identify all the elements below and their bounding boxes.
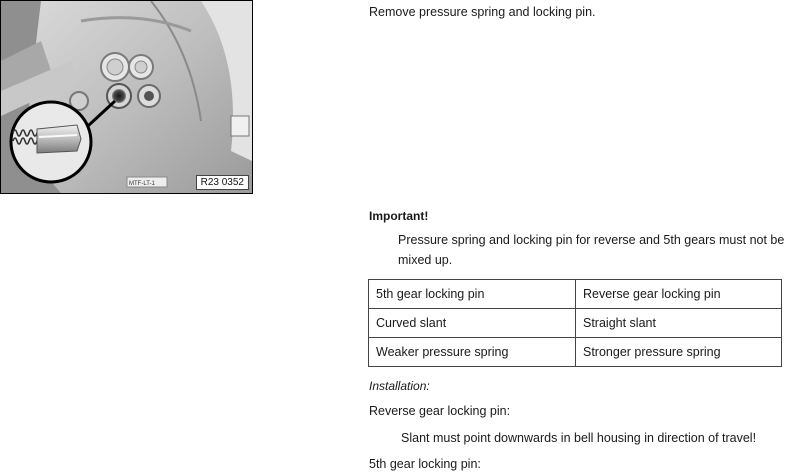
- locking-pin-comparison-table: [368, 279, 782, 367]
- important-heading: Important!: [369, 209, 429, 223]
- fifth-gear-label: 5th gear locking pin:: [369, 457, 481, 471]
- table-cell: Curved slant: [369, 309, 576, 338]
- figure-code: R23 0352: [196, 175, 249, 190]
- table-cell: Stronger pressure spring: [576, 338, 782, 367]
- important-note: Pressure spring and locking pin for reverse and 5th gears must not be mixed up.: [398, 233, 785, 267]
- table-row: [369, 338, 782, 367]
- installation-heading: Installation:: [369, 379, 430, 393]
- table-row: [369, 309, 782, 338]
- table-cell: Weaker pressure spring: [369, 338, 576, 367]
- housing-label: MTF-LT-1: [129, 181, 155, 187]
- reverse-gear-note: Slant must point downwards in bell housing in direction of travel!: [401, 431, 757, 445]
- locking-pin: [37, 125, 81, 153]
- reverse-gear-label: Reverse gear locking pin:: [369, 404, 511, 418]
- step-remove: Remove pressure spring and locking pin.: [369, 5, 596, 19]
- table-cell: Straight slant: [576, 309, 782, 338]
- transmission-photo: [0, 0, 253, 194]
- table-cell: Reverse gear locking pin: [576, 280, 782, 309]
- transmission-illustration: [1, 1, 252, 193]
- table-row: [369, 280, 782, 309]
- table-cell: 5th gear locking pin: [369, 280, 576, 309]
